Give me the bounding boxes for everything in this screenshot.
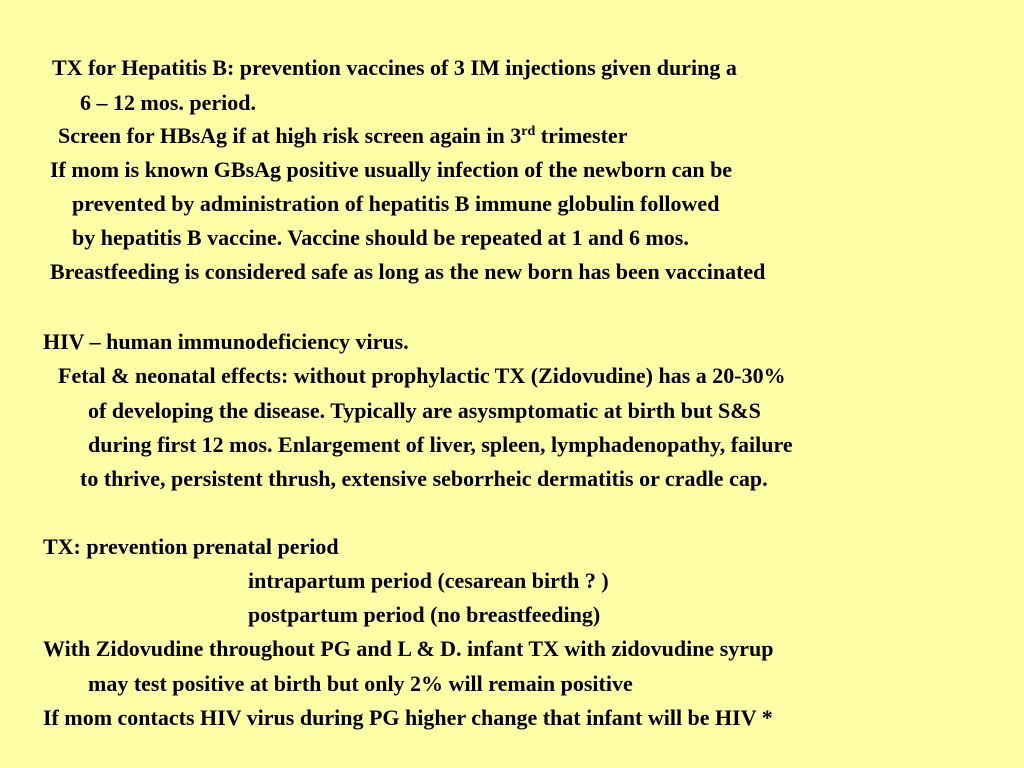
tx-intrapartum: intrapartum period (cesarean birth ? ) [248,568,609,593]
hepb-screen-superscript: rd [521,124,536,139]
hepb-mom-line-3: by hepatitis B vaccine. Vaccine should be repeated at 1 and 6 mos. [72,225,689,250]
hepb-mom-line-1: If mom is known GBsAg positive usually infection of the newborn can be [50,157,733,182]
hepb-mom-line-2: prevented by administration of hepatitis B immune globulin followed [72,191,720,216]
hiv-effects-line-2: of developing the disease. Typically are asysmptomatic at birth but S&S [88,398,761,423]
tx-postpartum: postpartum period (no breastfeeding) [248,602,601,627]
hepb-breastfeeding-line: Breastfeeding is considered safe as long as the new born has been vaccinated [50,259,766,284]
tx-prevention-prenatal: TX: prevention prenatal period [43,534,339,559]
tx-zidovudine-line-2: may test positive at birth but only 2% will remain positive [88,671,633,696]
hiv-effects-line-1: Fetal & neonatal effects: without prophylactic TX (Zidovudine) has a 20-30% [58,363,786,388]
hiv-heading: HIV – human immunodeficiency virus. [43,329,409,354]
hiv-effects-line-4: to thrive, persistent thrush, extensive seborrheic dermatitis or cradle cap. [80,466,768,491]
hepb-tx-line-2: 6 – 12 mos. period. [80,90,256,115]
hepb-tx-line-1: TX for Hepatitis B: prevention vaccines of 3 IM injections given during a [52,55,737,80]
tx-zidovudine-line-1: With Zidovudine throughout PG and L & D. infant TX with zidovudine syrup [43,636,774,661]
hepb-screen-text-end: trimester [535,123,628,148]
hiv-effects-line-3: during first 12 mos. Enlargement of liver, spleen, lymphadenopathy, failure [88,432,793,457]
tx-hiv-contact-line: If mom contacts HIV virus during PG higher change that infant will be HIV * [43,705,773,730]
hepb-screen-line [58,122,627,150]
hepb-screen-text: Screen for HBsAg if at high risk screen again in 3 [58,123,522,148]
